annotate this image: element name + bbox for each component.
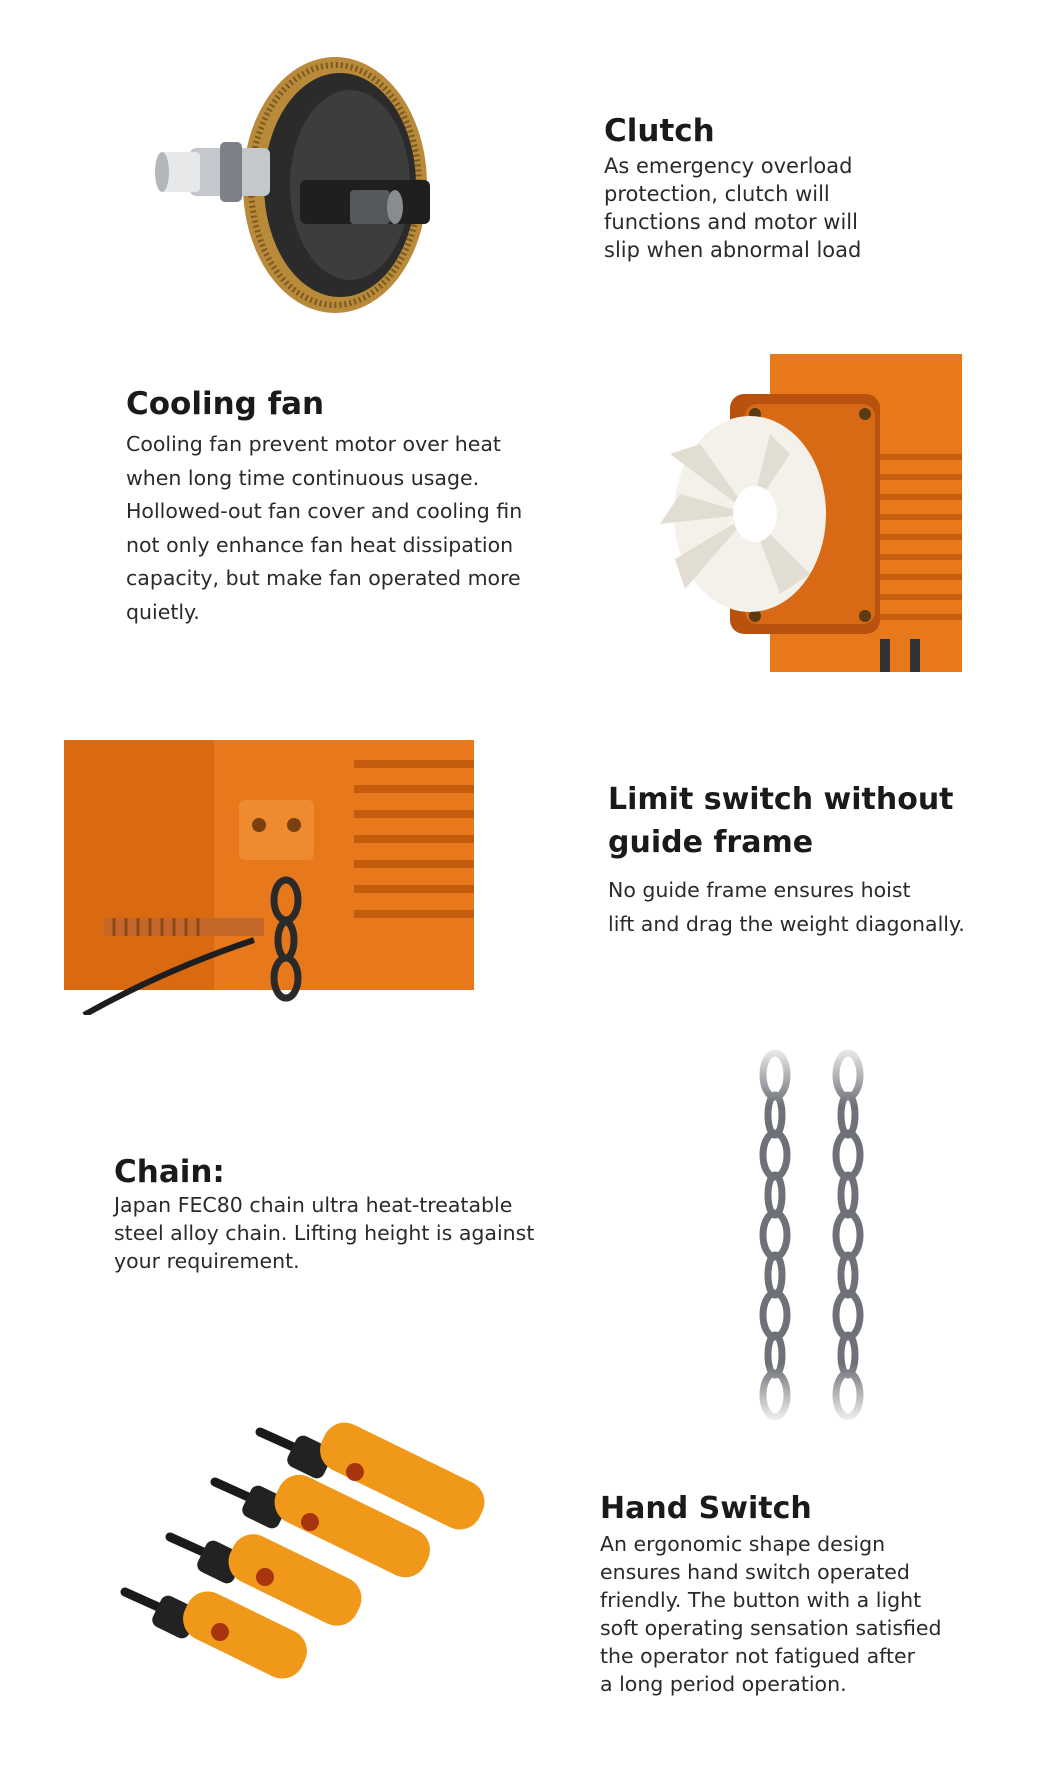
cooling-fan-title: Cooling fan (126, 386, 325, 422)
cooling-fan-illustration (660, 354, 962, 672)
cooling-fan-description (126, 428, 566, 629)
chain-title: Chain: (114, 1154, 225, 1190)
cooling-fan-desc-line: capacity, but make fan operated more (126, 566, 521, 590)
hand-switch-desc-line: An ergonomic shape design (600, 1532, 886, 1556)
hand-switch-desc-line: ensures hand switch operated (600, 1560, 910, 1584)
chain-illustration (740, 1050, 880, 1420)
limit-switch-description (608, 874, 1028, 941)
cooling-fan-feature (126, 384, 566, 629)
cooling-fan-desc-line: Cooling fan prevent motor over heat (126, 432, 501, 456)
hand-switch-feature (600, 1490, 1040, 1698)
hand-switch-desc-line: a long period operation. (600, 1672, 847, 1696)
cooling-fan-desc-line: when long time continuous usage. (126, 465, 480, 490)
chain-feature (114, 1153, 574, 1275)
chain-description (114, 1191, 574, 1275)
cooling-fan-desc-line: not only enhance fan heat dissipation (126, 532, 514, 557)
limit-switch-illustration (64, 740, 474, 1015)
cooling-fan-desc-line: Hollowed-out fan cover and cooling fin (126, 499, 523, 523)
hand-switch-illustration (120, 1420, 520, 1720)
clutch-desc-line: slip when abnormal load (604, 238, 862, 262)
hand-switch-desc-line: the operator not fatigued after (600, 1644, 916, 1668)
clutch-desc-line: As emergency overload (604, 154, 853, 178)
hand-switch-description (600, 1530, 1040, 1698)
chain-desc-line: steel alloy chain. Lifting height is against (114, 1221, 535, 1245)
limit-switch-title-line: Limit switch without (608, 782, 954, 817)
hand-switch-desc-line: friendly. The button with a light (600, 1588, 922, 1612)
limit-switch-desc-line: No guide frame ensures hoist (608, 878, 911, 902)
hand-switch-desc-line: soft operating sensation satisfied (600, 1616, 942, 1640)
limit-switch-title-line: guide frame (608, 825, 814, 860)
limit-switch-feature (608, 778, 1028, 941)
clutch-description (604, 152, 984, 264)
clutch-desc-line: protection, clutch will (604, 182, 830, 206)
chain-desc-line: Japan FEC80 chain ultra heat-treatable (114, 1193, 513, 1217)
clutch-gear-illustration (150, 40, 460, 330)
limit-switch-desc-line: lift and drag the weight diagonally. (608, 911, 965, 936)
chain-desc-line: your requirement. (114, 1249, 300, 1273)
hand-switch-title: Hand Switch (600, 1491, 812, 1526)
clutch-desc-line: functions and motor will (604, 210, 858, 234)
clutch-feature (604, 112, 984, 264)
limit-switch-title (608, 778, 1028, 864)
cooling-fan-desc-line: quietly. (126, 599, 200, 624)
clutch-title: Clutch (604, 113, 715, 149)
